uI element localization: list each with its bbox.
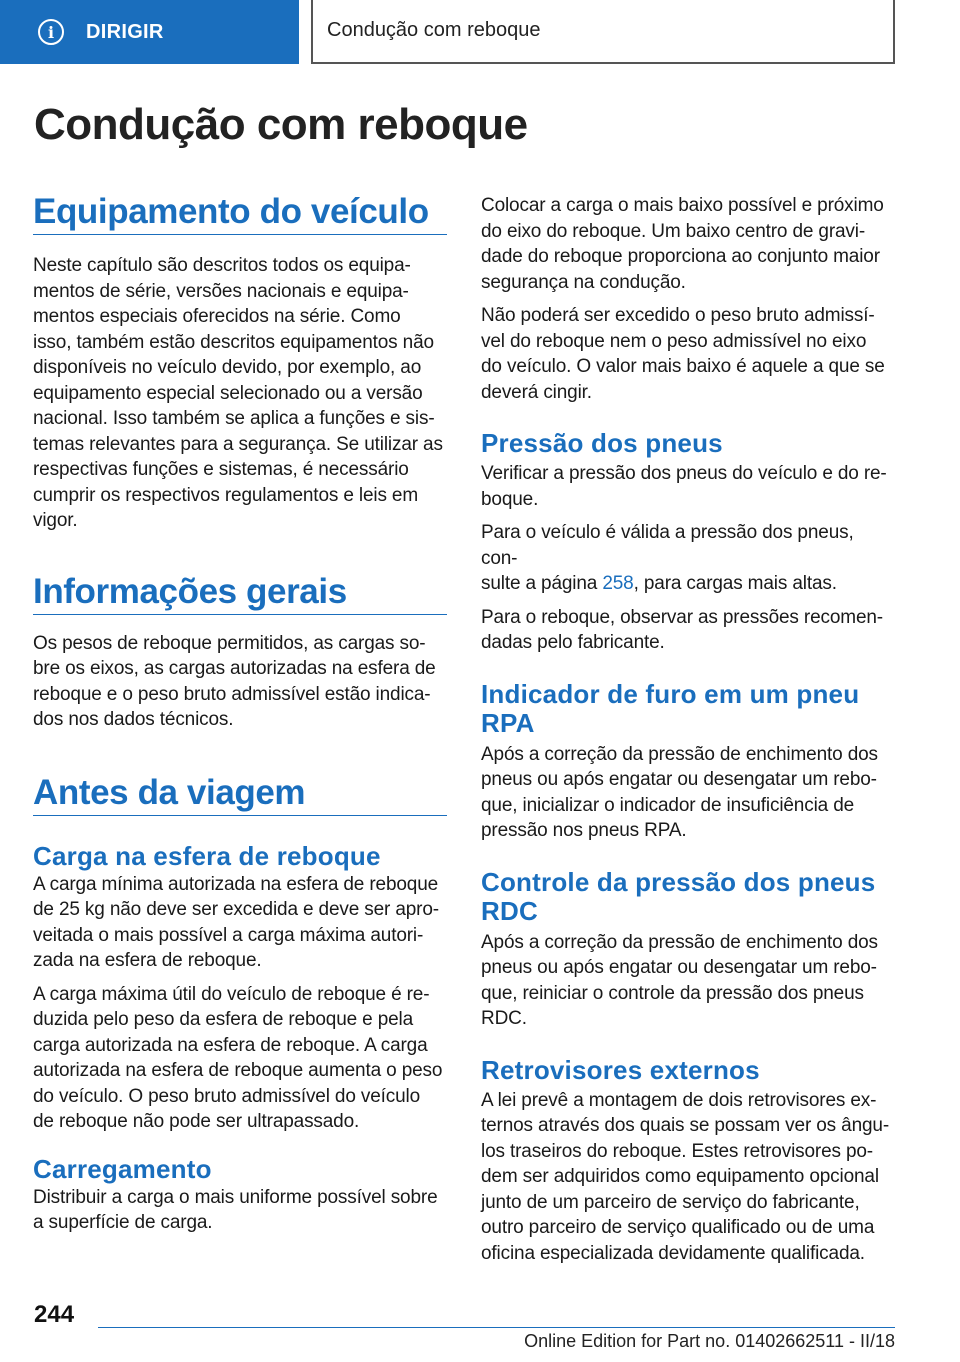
- info-icon: i: [38, 19, 64, 45]
- heading-pressao: Pressão dos pneus: [481, 428, 723, 458]
- paragraph-pressao-2: [481, 520, 895, 597]
- paragraph-carga-1: A carga mínima autorizada na esfera de reboque de 25 kg não deve ser excedida e deve ser apro- veitada o mais possível a carga máxima autori- zada na esfera de reboque.: [33, 873, 439, 971]
- paragraph-carregamento: Distribuir a carga o mais uniforme possível sobre a superfície de carga.: [33, 1186, 438, 1233]
- paragraph-rpa: Após a correção da pressão de enchimento dos pneus ou após engatar ou desengatar um rebo- que, inicializar o indicador de insuficiência de pressão nos pneus RPA.: [481, 743, 878, 841]
- paragraph-peso: Não poderá ser excedido o peso bruto admissí- vel do reboque nem o peso admissível no eixo do veículo. O valor mais baixo é aquele a que se deverá cingir.: [481, 305, 885, 403]
- page-number: 244: [34, 1301, 75, 1328]
- paragraph-retrovisores: A lei prevê a montagem de dois retrovisores ex- ternos através dos quais se possam ver os ângu- los traseiros do reboque. Estes retrovisores po- dem ser adquiridos como equipamento opcional junto de um parceiro de serviço do fabricante, outro parceiro de serviço qualificado ou de uma oficina especializada devidamente qualificada.: [481, 1089, 890, 1264]
- footer-divider: [98, 1327, 895, 1328]
- chapter-header: [311, 0, 895, 64]
- paragraph-informacoes: Os pesos de reboque permitidos, as cargas so- bre os eixos, as cargas autorizadas na esfera de reboque e o peso bruto admissível estão indica- dos nos dados técnicos.: [33, 632, 436, 730]
- heading-antes-viagem: Antes da viagem: [33, 771, 447, 816]
- paragraph-pressao-1: Verificar a pressão dos pneus do veículo e do re- boque.: [481, 463, 887, 510]
- paragraph-rdc: Após a correção da pressão de enchimento dos pneus ou após engatar ou desengatar um rebo- que, reiniciar o controle da pressão dos pneus RDC.: [481, 931, 878, 1029]
- page-title: Condução com reboque: [34, 100, 528, 149]
- chapter-title: Condução com reboque: [327, 18, 541, 41]
- footer-edition: Online Edition for Part no. 01402662511 - II/18: [524, 1331, 895, 1351]
- heading-rpa: Indicador de furo em um pneu RPA: [481, 678, 860, 738]
- paragraph-pressao-2-text: Para o veículo é válida a pressão dos pneus, con- sulte a página: [481, 522, 854, 594]
- paragraph-carga-2: A carga máxima útil do veículo de reboque é re- duzida pelo peso da esfera de reboque e pela carga autorizada na esfera de reboque. A carga autorizada na esfera de reboque aumenta o peso do veículo. O peso bruto admissível do veículo de reboque não pode ser ultrapassado.: [33, 983, 443, 1132]
- paragraph-equipamento: Neste capítulo são descritos todos os equipa- mentos de série, versões nacionais e equipa- mentos especiais oferecidos na série. Como isso, também estão descritos equipamentos não disponíveis no veículo devido, por exemplo, ao equipamento especial selecionado ou a versão nacional. Isso também se aplica a funções e sis- temas relevantes para a segurança. Se utilizar as respectivas funções e sistemas, é necessário cumprir os respectivos regulamentos e leis em vigor.: [33, 255, 443, 531]
- heading-carga-esfera: Carga na esfera de reboque: [33, 840, 381, 871]
- page-link-258[interactable]: 258: [602, 573, 634, 594]
- paragraph-pressao-2-tail: , para cargas mais altas.: [633, 573, 837, 594]
- paragraph-colocar: Colocar a carga o mais baixo possível e próximo do eixo do reboque. Um baixo centro de gravi- dade do reboque proporciona ao conjunto maior segurança na condução.: [481, 195, 884, 293]
- section-tab-label: DIRIGIR: [86, 20, 164, 43]
- heading-equipamento: Equipamento do veículo: [33, 190, 447, 235]
- paragraph-pressao-3: Para o reboque, observar as pressões recomen- dadas pelo fabricante.: [481, 606, 883, 653]
- right-column: [481, 193, 895, 1266]
- heading-carregamento: Carregamento: [33, 1153, 212, 1184]
- heading-rdc: Controle da pressão dos pneus RDC: [481, 866, 876, 926]
- left-column: [33, 190, 447, 1236]
- heading-informacoes: Informações gerais: [33, 570, 447, 615]
- heading-retrovisores: Retrovisores externos: [481, 1054, 760, 1085]
- section-tab[interactable]: [0, 0, 299, 64]
